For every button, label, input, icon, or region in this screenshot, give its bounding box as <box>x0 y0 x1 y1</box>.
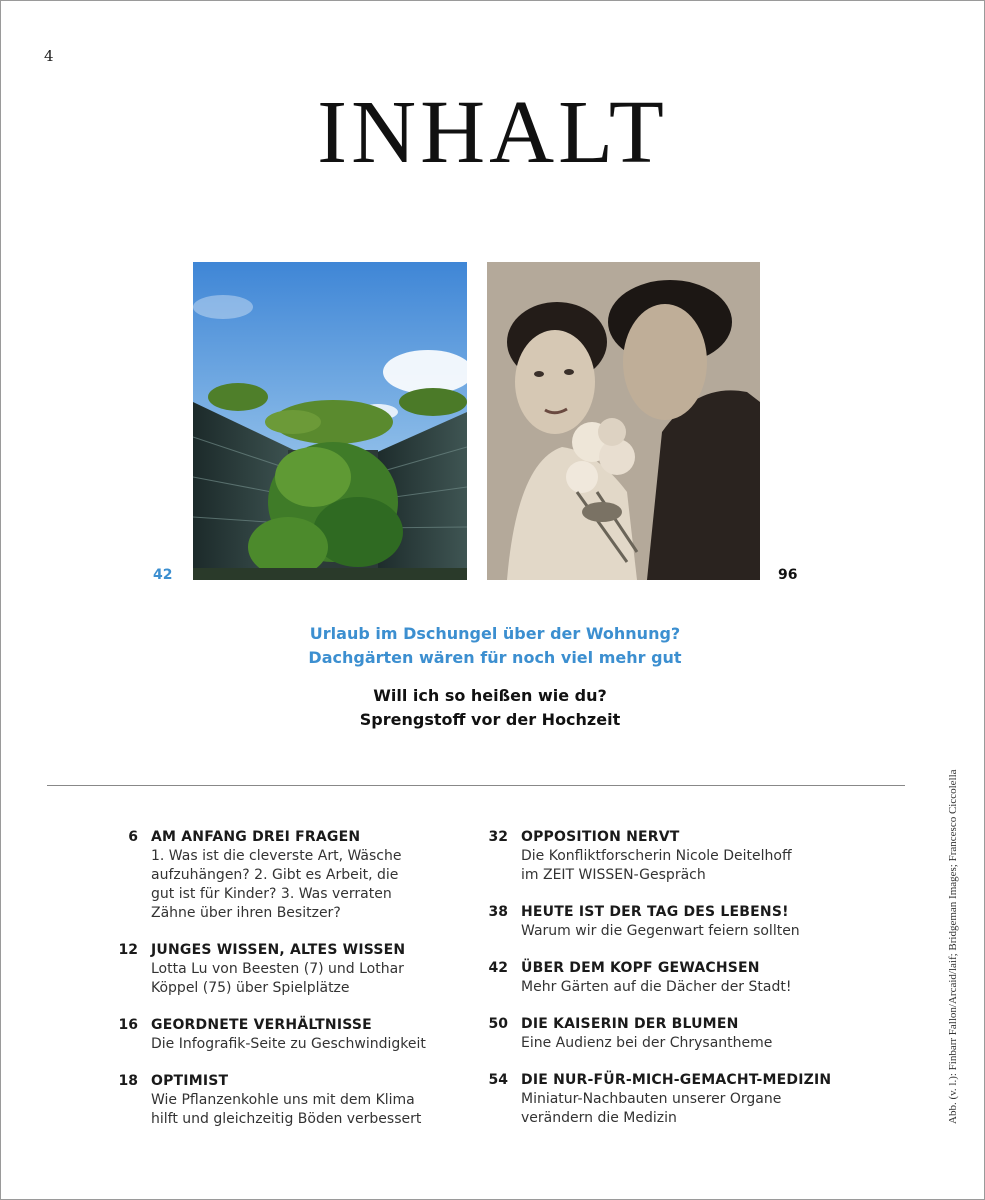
toc-description: Köppel (75) über Spielplätze <box>151 980 350 996</box>
toc-entry[interactable] <box>480 1015 870 1053</box>
toc-heading: OPTIMIST <box>151 1073 229 1089</box>
toc-description: Die Konfliktforscherin Nicole Deitelhoff <box>521 848 792 864</box>
teaser-line: Will ich so heißen wie du? <box>373 686 607 705</box>
toc-entry[interactable] <box>110 828 450 923</box>
toc-page-number: 38 <box>488 904 508 920</box>
image-credit: Abb. (v. l.): Finbarr Fallon/Arcaid/laif; Bridgeman Images; Francesco Ciccolella <box>947 769 959 1124</box>
teaser-line: Dachgärten wären für noch viel mehr gut <box>308 648 682 667</box>
toc-description: im ZEIT WISSEN-Gespräch <box>521 867 706 883</box>
toc-heading: DIE NUR-FÜR-MICH-GEMACHT-MEDIZIN <box>521 1072 832 1088</box>
toc-description: hilft und gleichzeitig Böden verbessert <box>151 1111 422 1127</box>
toc-page-number: 12 <box>118 942 138 958</box>
toc-description: gut ist für Kinder? 3. Was verraten <box>151 886 392 902</box>
toc-entry[interactable] <box>110 1072 450 1129</box>
toc-entry[interactable] <box>110 1016 450 1054</box>
page-number: 4 <box>44 47 54 65</box>
toc-left-column <box>110 828 450 1129</box>
teaser-line: Urlaub im Dschungel über der Wohnung? <box>309 624 681 643</box>
toc-description: 1. Was ist die cleverste Art, Wäsche <box>151 848 402 864</box>
toc-description: Wie Pflanzenkohle uns mit dem Klima <box>151 1092 415 1108</box>
toc-description: Lotta Lu von Beesten (7) und Lothar <box>151 961 404 977</box>
toc-page-number: 50 <box>488 1016 508 1032</box>
toc-description: Warum wir die Gegenwart feiern sollten <box>521 923 800 939</box>
toc-heading: HEUTE IST DER TAG DES LEBENS! <box>521 904 789 920</box>
toc-entry[interactable] <box>110 941 450 998</box>
toc-heading: ÜBER DEM KOPF GEWACHSEN <box>521 960 760 976</box>
toc-heading: OPPOSITION NERVT <box>521 829 680 845</box>
rooftop-garden-photo[interactable] <box>193 262 467 580</box>
toc-heading: GEORDNETE VERHÄLTNISSE <box>151 1017 372 1033</box>
toc-page-number: 54 <box>488 1072 508 1088</box>
toc-heading: AM ANFANG DREI FRAGEN <box>151 829 361 845</box>
toc-right-column <box>480 828 870 1128</box>
toc-description: verändern die Medizin <box>521 1110 677 1126</box>
photo-right-page-number[interactable]: 96 <box>778 567 798 583</box>
toc-description: aufzuhängen? 2. Gibt es Arbeit, die <box>151 867 399 883</box>
toc-description: Die Infografik-Seite zu Geschwindigkeit <box>151 1036 426 1052</box>
toc-page-number: 16 <box>118 1017 138 1033</box>
teaser-rooftop[interactable] <box>240 622 750 670</box>
page-title: INHALT <box>317 83 668 183</box>
divider <box>47 785 905 786</box>
toc-page-number: 32 <box>488 829 508 845</box>
toc-page-number: 42 <box>488 960 508 976</box>
toc-heading: JUNGES WISSEN, ALTES WISSEN <box>151 942 406 958</box>
toc-description: Mehr Gärten auf die Dächer der Stadt! <box>521 979 792 995</box>
toc-entry[interactable] <box>480 903 870 941</box>
toc-heading: DIE KAISERIN DER BLUMEN <box>521 1016 739 1032</box>
teaser-wedding[interactable] <box>280 684 700 732</box>
toc-description: Miniatur-Nachbauten unserer Organe <box>521 1091 782 1107</box>
toc-description: Eine Audienz bei der Chrysantheme <box>521 1035 773 1051</box>
wedding-couple-photo[interactable] <box>487 262 760 580</box>
toc-entry[interactable] <box>480 1071 870 1128</box>
toc-page-number: 6 <box>128 829 138 845</box>
photo-left-page-number[interactable]: 42 <box>153 567 173 583</box>
toc-page-number: 18 <box>118 1073 138 1089</box>
toc-description: Zähne über ihren Besitzer? <box>151 905 341 921</box>
toc-entry[interactable] <box>480 828 870 885</box>
teaser-line: Sprengstoff vor der Hochzeit <box>359 710 621 729</box>
toc-entry[interactable] <box>480 959 870 997</box>
